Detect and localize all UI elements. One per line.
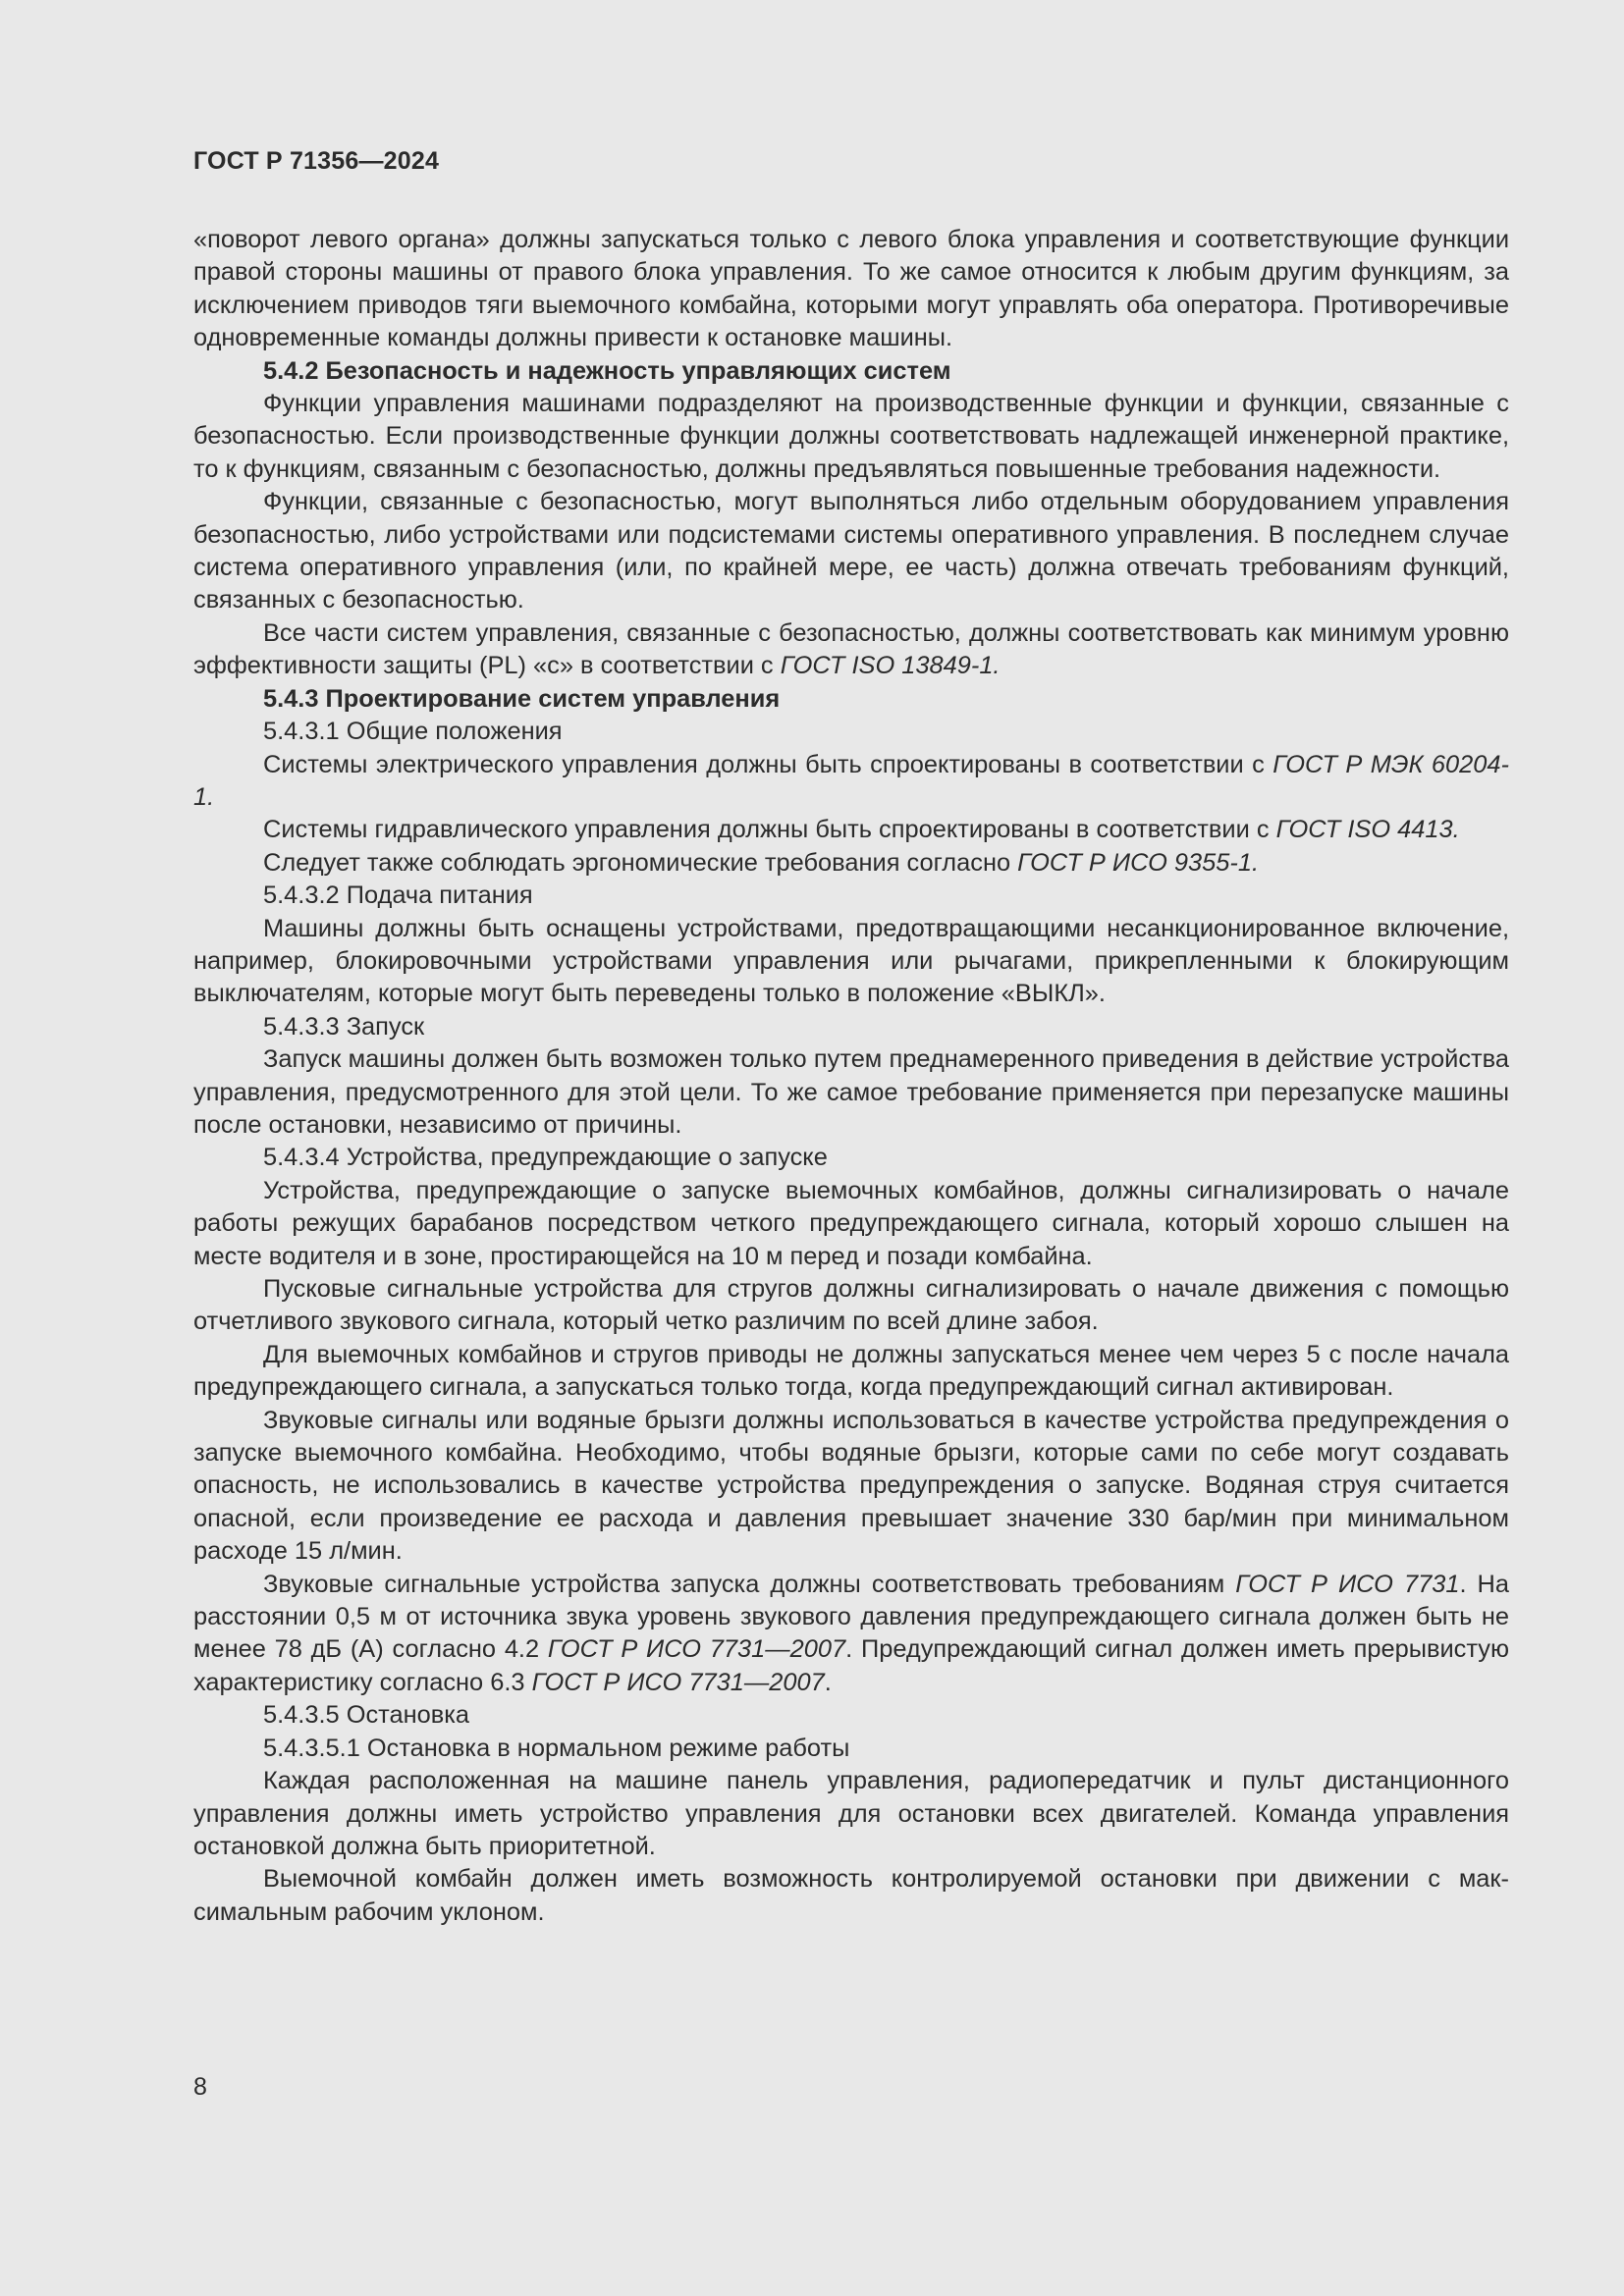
text-run: Звуковые сигнальные устройства запуска должны соответствовать требованиям xyxy=(263,1570,1236,1598)
text-run: 5.4.3.5 Остановка xyxy=(263,1701,470,1730)
subsection-title xyxy=(193,880,1509,912)
subsection-title xyxy=(193,1142,1509,1174)
document-body xyxy=(193,224,1509,1929)
text-run: Каждая расположенная на машине панель управления, радиопередатчик и пульт дистанционного управления должны иметь устройство управления для остановки всех двигателей. Команда управления остановкой должна быть приоритетной. xyxy=(193,1767,1509,1860)
subsection-title xyxy=(193,716,1509,748)
text-run: Следует также соблюдать эргономические требования согласно xyxy=(263,848,1018,877)
paragraph xyxy=(193,913,1509,1011)
standard-reference: ГОСТ Р ИСО 7731—2007 xyxy=(547,1635,846,1664)
text-run: . На расстоянии 0,5 м от источника звука уровень звукового давления предупреждающего сигнала должен быть не менее 78 дБ (А) согласно 4.2 xyxy=(193,1570,1509,1664)
text-run: 5.4.3.1 Общие положения xyxy=(263,718,563,746)
text-run: . xyxy=(824,1668,832,1696)
text-run: 5.4.3.2 Подача питания xyxy=(263,881,533,910)
standard-reference: ГОСТ Р МЭК 60204-1. xyxy=(193,750,1509,811)
section-heading xyxy=(193,355,1509,388)
text-run: Для выемочных комбайнов и стругов приводы не должны запускаться менее чем через 5 с после начала предупреждающего сигнала, а запускаться только тогда, когда предупреждающий сигнал активирован. xyxy=(193,1340,1509,1402)
standard-reference: ГОСТ Р ИСО 9355-1. xyxy=(1017,848,1260,877)
paragraph xyxy=(193,1043,1509,1142)
text-run: Все части систем управления, связанные с безопасностью, должны соответствовать как минимум уровню эффективности защиты (PL) «с» в соответствии с xyxy=(193,618,1509,680)
standard-reference: ГОСТ ISO 13849-1. xyxy=(780,652,1001,680)
subsection-title xyxy=(193,1699,1509,1732)
text-run: Выемочной комбайн должен иметь возможность контролируемой остановки при движении с максимальным рабочим уклоном. xyxy=(193,1865,1509,1926)
paragraph xyxy=(193,1863,1509,1929)
text-run: Пусковые сигнальные устройства для стругов должны сигнализировать о начале движения с помощью отчетливого звукового сигнала, который четко различим по всей длине забоя. xyxy=(193,1275,1509,1336)
text-run: Функции управления машинами подразделяют на производственные функции и функции, связанные с безопасностью. Если производственные функции должны соответствовать надлежащей инженерной практике, то к функциям, связанным с безопасностью, должны предъявляться повышенные требования надежности. xyxy=(193,390,1509,483)
paragraph xyxy=(193,847,1509,880)
text-run: 5.4.2 Безопасность и надежность управляющих систем xyxy=(263,356,951,385)
text-run: Устройства, предупреждающие о запуске выемочных комбайнов, должны сигнализировать о начале работы режущих барабанов посредством четкого предупреждающего сигнала, который хорошо слышен на месте водителя и в зоне, простирающейся на 10 м перед и позади комбайна. xyxy=(193,1176,1509,1270)
text-run: Системы гидравлического управления должны быть спроектированы в соответствии с xyxy=(263,816,1276,844)
text-run: Функции, связанные с безопасностью, могут выполняться либо отдельным оборудованием управления безопасностью, либо устройствами или подсистемами системы оперативного управления. В последнем случае система оперативного управления (или, по крайней мере, ее часть) должна отвечать требованиям функций, связанных с безопасностью. xyxy=(193,488,1509,614)
paragraph xyxy=(193,814,1509,846)
text-run: Машины должны быть оснащены устройствами, предотвращающими несанкционированное включение, например, блокировочными устройствами управления или рычагами, прикрепленными к блокирующим выключателям, которые могут быть переведены только в положение «ВЫКЛ». xyxy=(193,914,1509,1008)
paragraph xyxy=(193,224,1509,355)
standard-reference: ГОСТ ISO 4413. xyxy=(1275,816,1460,844)
paragraph xyxy=(193,617,1509,683)
text-run: 5.4.3.5.1 Остановка в нормальном режиме работы xyxy=(263,1734,850,1762)
paragraph xyxy=(193,1405,1509,1569)
subsection-title xyxy=(193,1733,1509,1765)
paragraph xyxy=(193,486,1509,617)
paragraph xyxy=(193,388,1509,486)
text-run: Звуковые сигналы или водяные брызги должны использоваться в качестве устройства предупреждения о запуске выемочного комбайна. Необходимо, чтобы водяные брызги, которые сами по себе могут создавать опасность, не использовались в качестве устройства предупреждения о запуске. Водяная струя считается опасной, если произведение ее расхода и давления превышает значение 330 бар/мин при минимальном расходе 15 л/мин. xyxy=(193,1406,1509,1566)
text-run: 5.4.3 Проектирование систем управления xyxy=(263,684,781,713)
standard-reference: ГОСТ Р ИСО 7731—2007 xyxy=(531,1668,825,1696)
text-run: 5.4.3.4 Устройства, предупреждающие о запуске xyxy=(263,1144,828,1172)
document-header: ГОСТ Р 71356—2024 xyxy=(193,147,440,175)
text-run: . Предупреждающий сигнал должен иметь прерывистую характеристику согласно 6.3 xyxy=(193,1635,1509,1696)
paragraph xyxy=(193,1765,1509,1863)
paragraph xyxy=(193,1569,1509,1700)
page-number: 8 xyxy=(193,2073,207,2101)
subsection-title xyxy=(193,1011,1509,1043)
paragraph xyxy=(193,1273,1509,1339)
text-run: «поворот левого органа» должны запускаться только с левого блока управления и соответствующие функции правой стороны машины от правого блока управления. То же самое относится к любым другим функциям, за исключением приводов тяги выемочного комбайна, которыми могут управлять оба оператора. Противоречивые одновременные команды должны привести к остановке машины. xyxy=(193,226,1509,352)
paragraph xyxy=(193,1339,1509,1405)
text-run: 5.4.3.3 Запуск xyxy=(263,1012,425,1041)
text-run: Запуск машины должен быть возможен только путем преднамеренного приведения в действие устройства управления, предусмотренного для этой цели. То же самое требование применяется при перезапуске машины после остановки, независимо от причины. xyxy=(193,1045,1509,1139)
standard-reference: ГОСТ Р ИСО 7731 xyxy=(1235,1570,1460,1598)
text-run: Системы электрического управления должны быть спроектированы в соответствии с xyxy=(263,750,1273,778)
paragraph xyxy=(193,749,1509,815)
paragraph xyxy=(193,1175,1509,1273)
section-heading xyxy=(193,683,1509,716)
